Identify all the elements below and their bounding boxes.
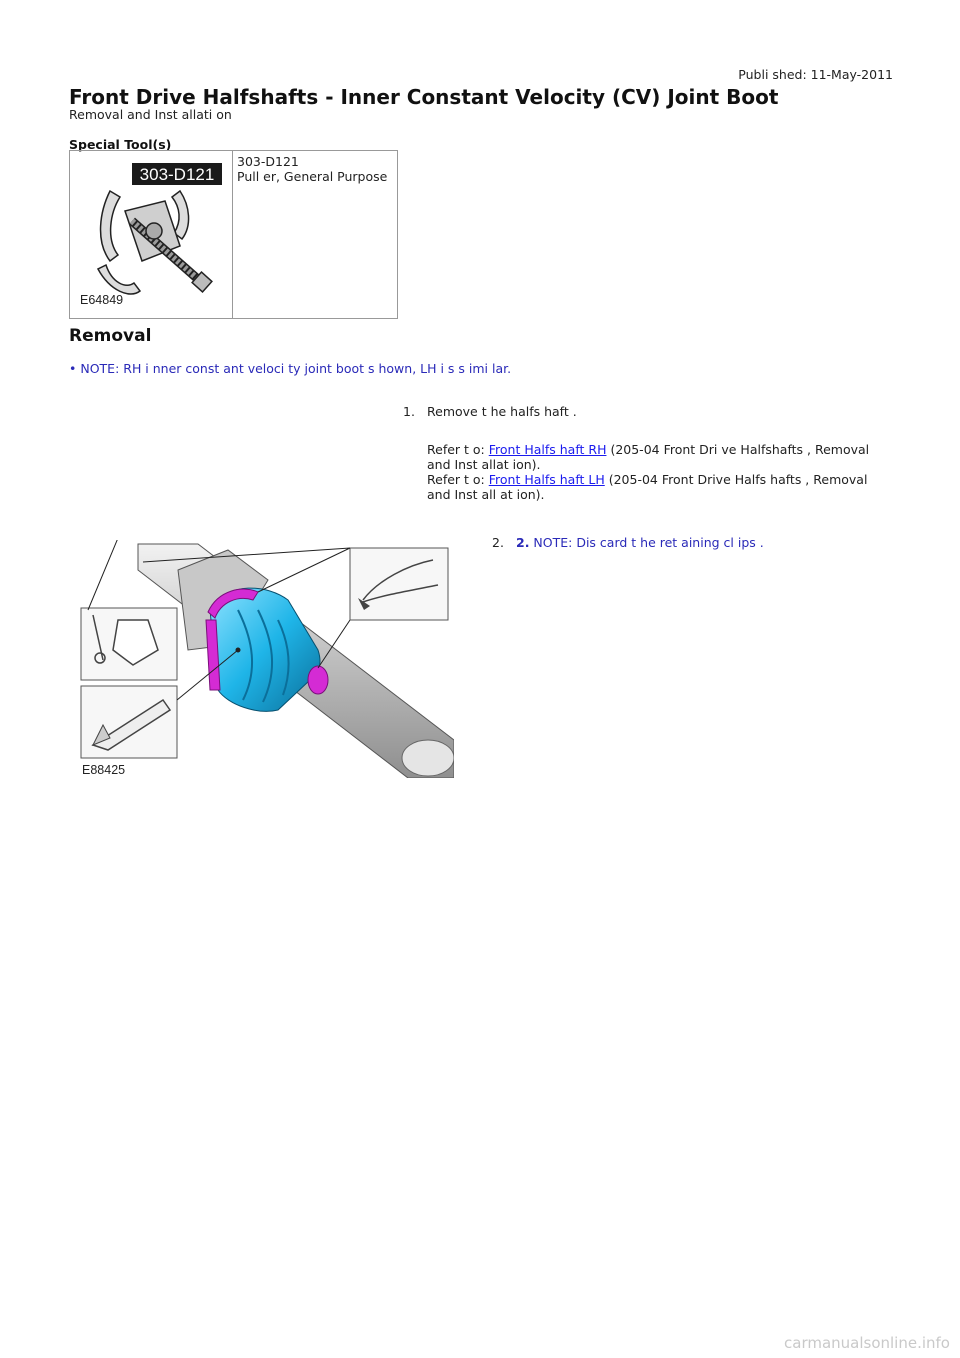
refer-suffix: (205-04 Front Dri ve Halfshafts , Removal and Inst allat ion). (427, 442, 870, 472)
special-tools-heading: Special Tool(s) (69, 137, 172, 152)
front-halfshaft-rh-link[interactable]: Front Halfs haft RH (488, 442, 607, 457)
cv-boot-illustration (78, 540, 454, 778)
tool-name: Pull er, General Purpose (237, 169, 388, 184)
tool-row (70, 151, 398, 319)
refer-prefix: Refer t o: (427, 472, 489, 487)
published-date: Publi shed: 11-May-2011 (738, 67, 893, 82)
figure-code: E88425 (82, 763, 126, 777)
step-2-text (516, 535, 764, 550)
step-2-bold-prefix: 2. (516, 535, 530, 550)
removal-heading: Removal (69, 326, 152, 346)
page-subtitle: Removal and Inst allati on (69, 107, 232, 122)
step-1-refer-lh (427, 472, 887, 502)
tool-code: 303-D121 (237, 154, 299, 169)
step-2-note: NOTE: Dis card t he ret aining cl ips . (529, 535, 764, 550)
refer-prefix: Refer t o: (427, 442, 489, 457)
refer-suffix: (205-04 Front Drive Halfs hafts , Removal and Inst all at ion). (427, 472, 868, 502)
step-1-number: 1. (403, 404, 415, 419)
step-1-text: Remove t he halfs haft . (427, 404, 577, 419)
step-1-refer-rh (427, 442, 887, 472)
front-halfshaft-lh-link[interactable]: Front Halfs haft LH (488, 472, 605, 487)
special-tools-table (69, 150, 398, 319)
tool-image-label: 303-D121 (139, 165, 215, 184)
tool-description-cell (233, 151, 398, 319)
step-2-number: 2. (492, 535, 504, 550)
tool-image-cell (70, 151, 233, 319)
removal-note: • NOTE: RH i nner const ant veloci ty joint boot s hown, LH i s s imi lar. (69, 361, 512, 376)
page-title: Front Drive Halfshafts - Inner Constant Velocity (CV) Joint Boot (69, 85, 779, 109)
puller-illustration (70, 151, 232, 314)
watermark: carmanualsonline.info (784, 1334, 950, 1352)
tool-image-code: E64849 (80, 293, 124, 307)
